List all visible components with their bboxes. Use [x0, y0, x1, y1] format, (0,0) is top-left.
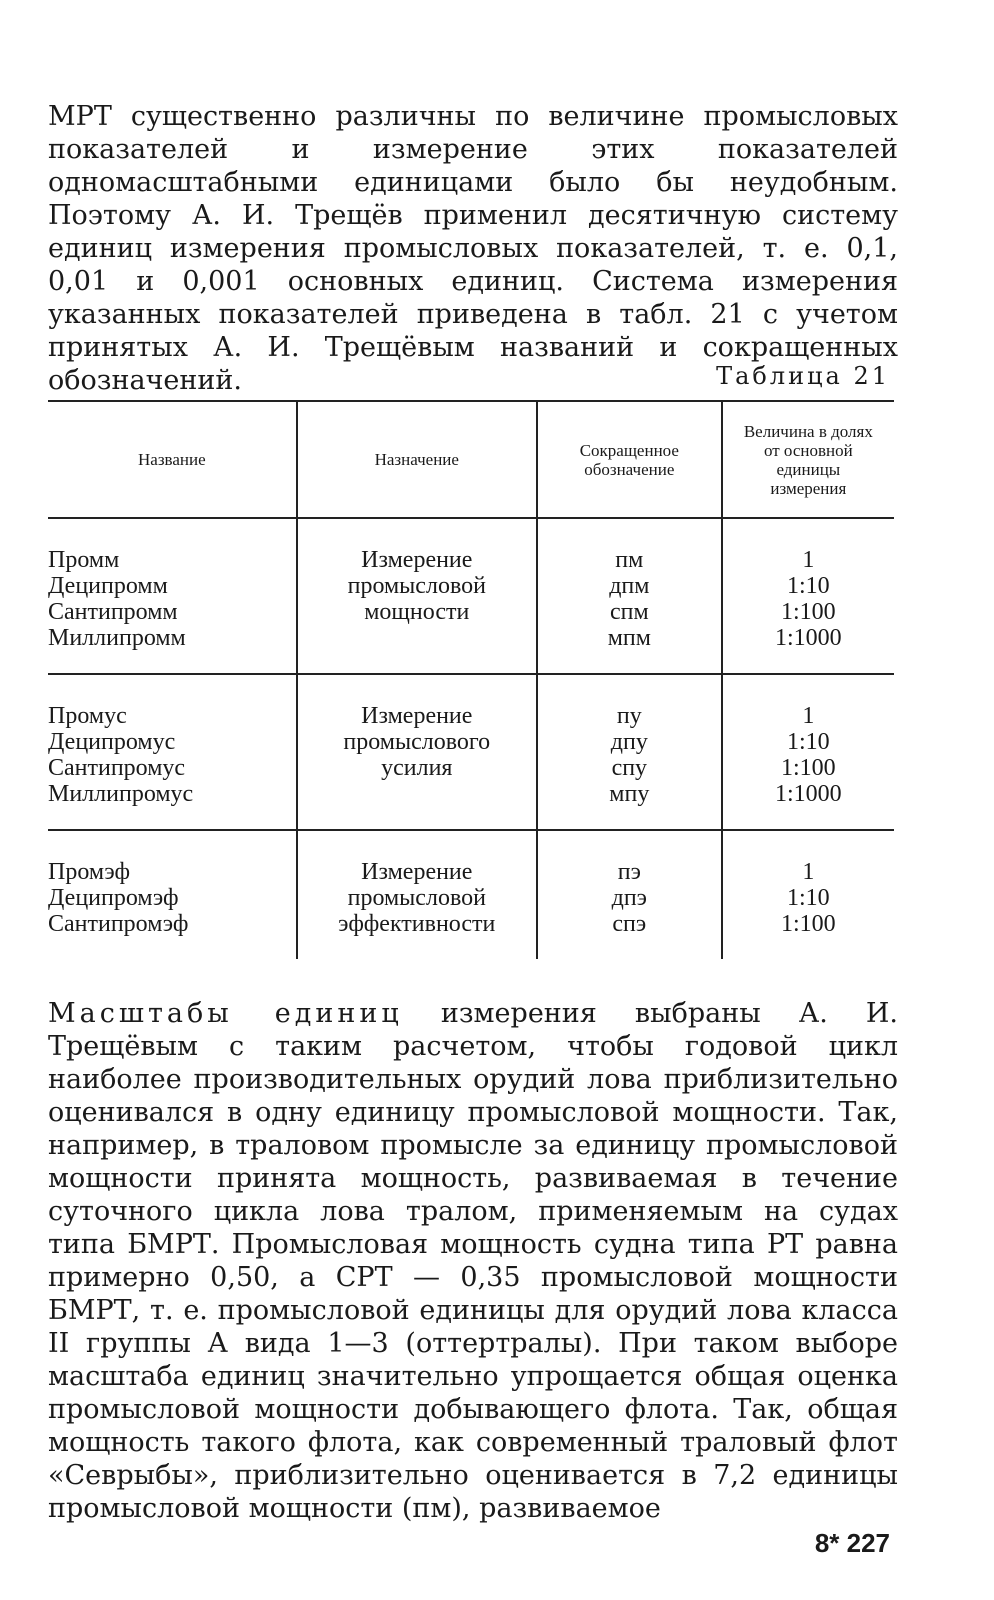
- cell-line: 1: [802, 703, 815, 729]
- cell-line: Сантипромм: [48, 599, 178, 625]
- header-purpose: Назначение: [297, 401, 537, 518]
- unit-abbr-cell: [537, 518, 722, 674]
- cell-line: дпм: [609, 573, 650, 599]
- cell-line: дпу: [610, 729, 648, 755]
- unit-abbr-cell: [537, 674, 722, 830]
- table-caption: Таблица 21: [716, 362, 890, 390]
- cell-line: усилия: [381, 755, 453, 781]
- cell-line: 1:1000: [775, 781, 842, 807]
- cell-line: Миллипромус: [48, 781, 194, 807]
- header-abbr: Сокращенное обозначение: [537, 401, 722, 518]
- cell-line: Измерение: [361, 703, 473, 729]
- table-row: [48, 674, 894, 830]
- units-table: [48, 400, 894, 959]
- paragraph-bottom-rest: измерения выбраны А. И. Трещёвым с таким расчетом, чтобы годовой цикл наиболее производительных орудий лова приблизительно оценивался в одну единицу промысловой мощности. Так, например, в траловом промысле за единицу промысловой мощности принята мощность, развиваемая в течение суточного цикла лова тралом, применяемым на судах типа БМРТ. Промысловая мощность судна типа РТ равна примерно 0,50, а СРТ — 0,35 промысловой мощности БМРТ, т. е. промысловой единицы для орудий лова класса II группы А вида 1—3 (оттертралы). При таком выборе масштаба единиц значительно упрощается общая оценка промысловой мощности добывающего флота. Так, общая мощность такого флота, как современный траловый флот «Севрыбы», приблизительно оценивается в 7,2 единицы промысловой мощности (пм), развиваемое: [48, 998, 898, 1524]
- unit-ratio-cell: [722, 518, 894, 674]
- cell-line: мпу: [609, 781, 650, 807]
- cell-line: дпэ: [611, 885, 647, 911]
- table-header-row: [48, 401, 894, 518]
- unit-purpose-cell: [297, 674, 537, 830]
- cell-line: пэ: [617, 859, 641, 885]
- header-ratio: Величина в долях от основной единицы измерения: [722, 401, 894, 518]
- paragraph-top: МРТ существенно различны по величине промысловых показателей и измерение этих показателей одномасштабными единицами было бы неудобным. Поэтому А. И. Трещёв применил десятичную систему единиц измерения промысловых показателей, т. е. 0,1, 0,01 и 0,001 основных единиц. Система измерения указанных показателей приведена в табл. 21 с учетом принятых А. И. Трещёвым названий и сокращенных обозначений.: [48, 101, 898, 396]
- cell-line: 1:100: [781, 755, 836, 781]
- cell-line: мощности: [364, 599, 470, 625]
- cell-line: спу: [611, 755, 648, 781]
- cell-line: пм: [615, 547, 644, 573]
- cell-line: Деципромус: [48, 729, 176, 755]
- cell-line: Деципромм: [48, 573, 168, 599]
- cell-line: Сантипромус: [48, 755, 186, 781]
- cell-line: Деципромэф: [48, 885, 179, 911]
- unit-name-cell: [48, 674, 297, 830]
- paragraph-bottom: [48, 997, 898, 1525]
- unit-purpose-cell: [297, 830, 537, 959]
- unit-name-cell: [48, 518, 297, 674]
- cell-line: 1:10: [787, 573, 830, 599]
- cell-line: 1: [802, 547, 815, 573]
- unit-abbr-cell: [537, 830, 722, 959]
- cell-line: Сантипромэф: [48, 911, 189, 937]
- cell-line: Измерение: [361, 547, 473, 573]
- cell-line: промысловой: [347, 573, 486, 599]
- cell-line: спм: [609, 599, 649, 625]
- cell-line: 1:100: [781, 911, 836, 937]
- cell-line: мпм: [607, 625, 651, 651]
- unit-ratio-cell: [722, 674, 894, 830]
- cell-line: Измерение: [361, 859, 473, 885]
- cell-line: пу: [616, 703, 642, 729]
- cell-line: Промм: [48, 547, 120, 573]
- cell-line: эффективности: [338, 911, 496, 937]
- cell-line: Промэф: [48, 859, 131, 885]
- cell-line: промысловой: [347, 885, 486, 911]
- cell-line: спэ: [612, 911, 647, 937]
- cell-line: 1:10: [787, 885, 830, 911]
- cell-line: 1: [802, 859, 815, 885]
- cell-line: 1:1000: [775, 625, 842, 651]
- cell-line: Промус: [48, 703, 127, 729]
- cell-line: 1:100: [781, 599, 836, 625]
- paragraph-bottom-lead: Масштабы единиц: [48, 998, 403, 1029]
- unit-purpose-cell: [297, 518, 537, 674]
- header-name: Название: [48, 401, 297, 518]
- unit-name-cell: [48, 830, 297, 959]
- table-body: [48, 518, 894, 959]
- cell-line: 1:10: [787, 729, 830, 755]
- page-number: 8* 227: [814, 1528, 890, 1558]
- unit-ratio-cell: [722, 830, 894, 959]
- table-row: [48, 518, 894, 674]
- table-row: [48, 830, 894, 959]
- cell-line: Миллипромм: [48, 625, 186, 651]
- cell-line: промыслового: [343, 729, 491, 755]
